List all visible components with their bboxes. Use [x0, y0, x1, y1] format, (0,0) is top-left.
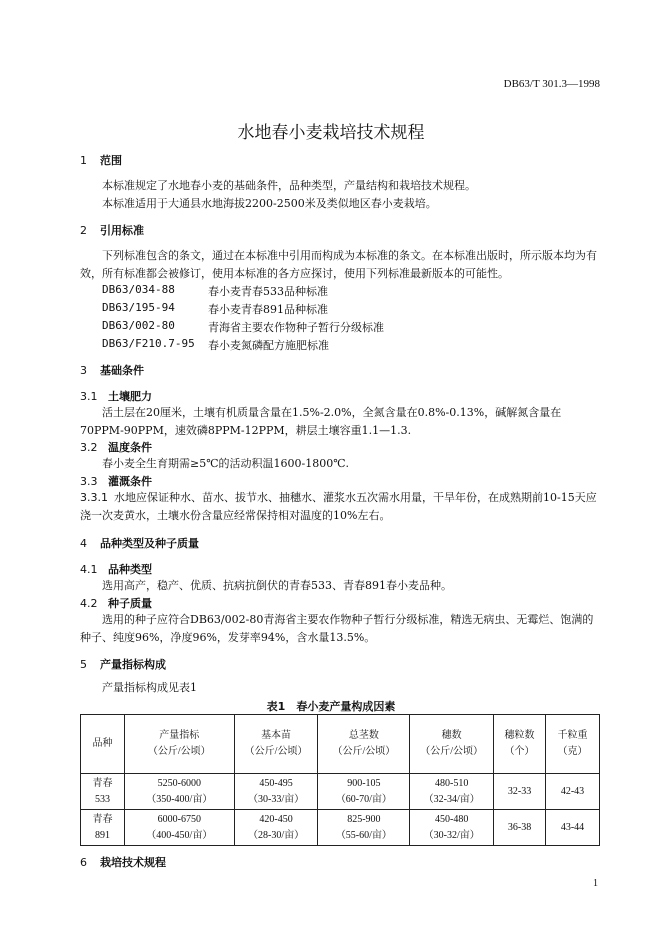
seedling-cell: 450-495 （30-33/亩） [234, 774, 318, 810]
subsection-title: 土壤肥力 [108, 390, 152, 403]
header-cell: 基本苗 （公斤/公顷） [234, 715, 318, 774]
ref-name: 青海省主要农作物种子暂行分级标准 [208, 321, 384, 334]
ears-cell: 480-510 （32-34/亩） [410, 774, 494, 810]
ref-code: DB63/F210.7-95 [102, 337, 195, 350]
ref-code: DB63/034-88 [102, 283, 175, 296]
header-cell: 千粒重 （克） [546, 715, 600, 774]
weight-cell: 42-43 [546, 774, 600, 810]
section-number: 6 [80, 856, 87, 869]
section-title: 栽培技术规程 [100, 856, 166, 869]
section-1-heading [80, 152, 122, 168]
subsection-3-2-heading [80, 439, 152, 455]
subsection-title: 温度条件 [108, 441, 152, 454]
section-title: 范围 [100, 154, 122, 167]
subsection-4-1-paragraph: 选用高产，稳产、优质、抗病抗倒伏的青春533、青春891春小麦品种。 [102, 579, 452, 592]
grains-cell: 32-33 [494, 774, 546, 810]
header-cell: 产量指标 （公斤/公顷） [124, 715, 234, 774]
grains-cell: 36-38 [494, 810, 546, 846]
section-2-paragraph-1: 下列标准包含的条文，通过在本标准中引用而构成为本标准的条文。在本标准出版时，所示版本均为有效，所有标准都会被修订，使用本标准的各方应探讨，使用下列标准最新版本的可能性。 [80, 249, 597, 280]
section-5-paragraph: 产量指标构成见表1 [102, 681, 197, 694]
section-3-heading [80, 362, 144, 378]
ref-name: 春小麦青春891品种标准 [208, 303, 328, 316]
ref-code: DB63/002-80 [102, 319, 175, 332]
section-6-heading [80, 854, 166, 870]
header-cell: 穗粒数 （个） [494, 715, 546, 774]
yield-factors-table [80, 714, 600, 846]
section-title: 品种类型及种子质量 [100, 537, 199, 550]
subsection-title: 种子质量 [108, 597, 152, 610]
section-number: 1 [80, 154, 87, 167]
section-title: 基础条件 [100, 364, 144, 377]
page-number: 1 [593, 878, 598, 889]
clause-text: 水地应保证种水、苗水、拔节水、抽穗水、灌浆水五次需水用量，干旱年份，在成熟期前10-15天应浇一次麦黄水，土壤水份含量应经常保持相对温度的10%左右。 [80, 491, 597, 522]
subsection-3-3-heading [80, 473, 152, 489]
subsection-number: 3.2 [80, 441, 98, 454]
section-number: 2 [80, 224, 87, 237]
clause-number: 3.3.1 [80, 491, 108, 504]
table-caption: 表1 春小麦产量构成因素 [266, 700, 396, 713]
ref-name: 春小麦青春533品种标准 [208, 285, 328, 298]
section-number: 3 [80, 364, 87, 377]
stems-cell: 900-105 （60-70/亩） [318, 774, 410, 810]
section-4-heading [80, 535, 199, 551]
subsection-3-3-1-paragraph [80, 489, 600, 525]
section-1-paragraph-1: 本标准规定了水地春小麦的基础条件，品种类型，产量结构和栽培技术规程。 [102, 179, 476, 192]
section-number: 5 [80, 658, 87, 671]
subsection-number: 3.1 [80, 390, 98, 403]
yield-cell: 5250-6000 （350-400/亩） [124, 774, 234, 810]
variety-cell: 青春 533 [81, 774, 125, 810]
variety-cell: 青春 891 [81, 810, 125, 846]
section-1-paragraph-2: 本标准适用于大通县水地海拔2200-2500米及类似地区春小麦栽培。 [102, 197, 437, 210]
section-5-heading [80, 656, 166, 672]
stems-cell: 825-900 （55-60/亩） [318, 810, 410, 846]
ref-code: DB63/195-94 [102, 301, 175, 314]
subsection-number: 3.3 [80, 475, 98, 488]
section-title: 引用标准 [100, 224, 144, 237]
weight-cell: 43-44 [546, 810, 600, 846]
page-title: 水地春小麦栽培技术规程 [237, 123, 425, 143]
section-title: 产量指标构成 [100, 658, 166, 671]
subsection-title: 灌溉条件 [108, 475, 152, 488]
subsection-3-2-paragraph: 春小麦全生育期需≥5℃的活动积温1600-1800℃. [102, 457, 350, 470]
subsection-title: 品种类型 [108, 563, 152, 576]
subsection-3-1-paragraph: 活土层在20厘米，土壤有机质量含量在1.5%-2.0%，全氮含量在0.8%-0.13%，碱解氮含量在70PPM-90PPM，速效磷8PPM-12PPM，耕层土壤容重1.1—1.3. [80, 406, 562, 437]
header-cell: 穗数 （公斤/公顷） [410, 715, 494, 774]
document-code: DB63/T 301.3—1998 [503, 78, 600, 90]
ref-name: 春小麦氮磷配方施肥标准 [208, 339, 329, 352]
table-row [81, 810, 600, 846]
ears-cell: 450-480 （30-32/亩） [410, 810, 494, 846]
section-2-heading [80, 222, 144, 238]
subsection-4-1-heading [80, 561, 152, 577]
subsection-3-1-heading [80, 388, 152, 404]
yield-cell: 6000-6750 （400-450/亩） [124, 810, 234, 846]
section-number: 4 [80, 537, 87, 550]
subsection-4-2-heading [80, 595, 152, 611]
header-cell: 品种 [81, 715, 125, 774]
header-cell: 总茎数 （公斤/公顷） [318, 715, 410, 774]
subsection-4-2-paragraph: 选用的种子应符合DB63/002-80青海省主要农作物种子暂行分级标准，精选无病虫、无霉烂、饱满的种子、纯度96%，净度96%，发芽率94%，含水量13.5%。 [80, 613, 594, 644]
subsection-number: 4.2 [80, 597, 98, 610]
table-row [81, 774, 600, 810]
seedling-cell: 420-450 （28-30/亩） [234, 810, 318, 846]
subsection-number: 4.1 [80, 563, 98, 576]
table-header-row [81, 715, 600, 774]
